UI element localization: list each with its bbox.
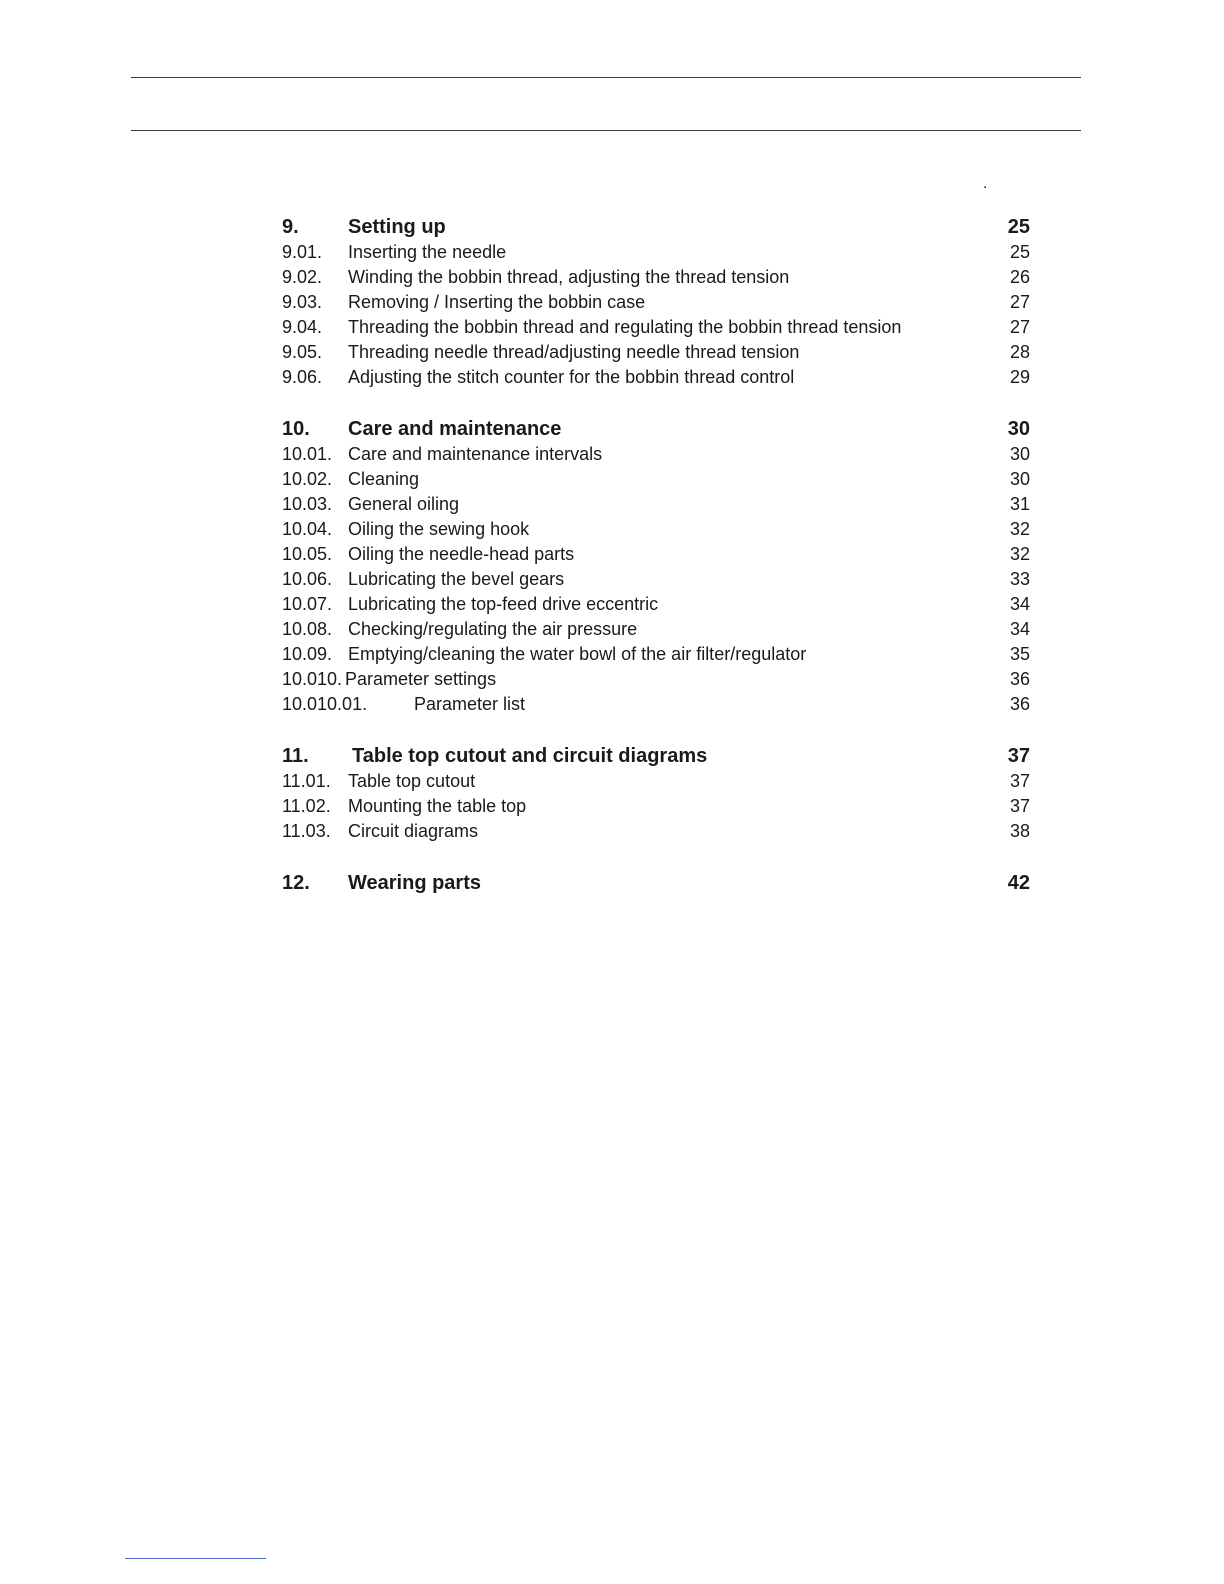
- toc-title: Lubricating the top-feed drive eccentric: [348, 594, 659, 614]
- toc-page: 26: [1009, 267, 1030, 287]
- toc-title: Oiling the needle-head parts: [348, 544, 575, 564]
- toc-page: 32: [1009, 544, 1030, 564]
- toc-entry[interactable]: [282, 667, 1030, 692]
- toc-page: 36: [1009, 694, 1030, 714]
- toc-title: Oiling the sewing hook: [348, 519, 530, 539]
- toc-number: 11.02.: [282, 796, 331, 816]
- toc-page: 35: [1009, 644, 1030, 664]
- toc-page: 25: [1009, 242, 1030, 262]
- toc-number: 10.06.: [282, 569, 333, 589]
- toc-entry[interactable]: [282, 692, 1030, 717]
- toc-title: Removing / Inserting the bobbin case: [348, 292, 646, 312]
- toc-number: 11.: [282, 745, 309, 767]
- toc-page: 28: [1009, 342, 1030, 362]
- toc-title: Cleaning: [348, 469, 420, 489]
- footnote-separator: [125, 1558, 266, 1559]
- toc-title: Parameter settings: [345, 669, 497, 689]
- toc-entry[interactable]: [282, 567, 1030, 592]
- toc-page: 36: [1009, 669, 1030, 689]
- toc-title: Checking/regulating the air pressure: [348, 619, 638, 639]
- toc-heading[interactable]: [282, 743, 1030, 769]
- toc-title: Threading needle thread/adjusting needle thread tension: [348, 342, 800, 362]
- toc-heading[interactable]: [282, 870, 1030, 896]
- toc-number: 9.01.: [282, 242, 323, 262]
- toc-title: Table top cutout: [348, 771, 476, 791]
- toc-page: 37: [1009, 771, 1030, 791]
- toc-entry[interactable]: [282, 769, 1030, 794]
- toc-entry[interactable]: [282, 290, 1030, 315]
- toc-number: 11.03.: [282, 821, 331, 841]
- toc-title: Inserting the needle: [348, 242, 507, 262]
- toc-page: 37: [1009, 796, 1030, 816]
- toc-title: Lubricating the bevel gears: [348, 569, 565, 589]
- toc-page: 34: [1009, 594, 1030, 614]
- toc-entry[interactable]: [282, 794, 1030, 819]
- toc-entry[interactable]: [282, 240, 1030, 265]
- toc-page: 33: [1009, 569, 1030, 589]
- table-of-contents: [282, 214, 1030, 896]
- toc-number: 10.08.: [282, 619, 333, 639]
- toc-number: 10.010.: [282, 669, 343, 689]
- toc-number: 12.: [282, 872, 310, 894]
- toc-number: 9.03.: [282, 292, 323, 312]
- toc-number: 9.05.: [282, 342, 323, 362]
- toc-title: Parameter list: [414, 694, 526, 714]
- toc-section-12: [282, 870, 1030, 896]
- toc-entry[interactable]: [282, 442, 1030, 467]
- toc-title: Winding the bobbin thread, adjusting the thread tension: [348, 267, 790, 287]
- toc-title: Care and maintenance intervals: [348, 444, 603, 464]
- toc-title: Mounting the table top: [348, 796, 527, 816]
- toc-number: 9.: [282, 216, 299, 238]
- header-top-rule: [131, 77, 1081, 78]
- toc-number: 10.04.: [282, 519, 333, 539]
- toc-page: 25: [1007, 216, 1030, 238]
- toc-title: Threading the bobbin thread and regulating the bobbin thread tension: [348, 317, 902, 337]
- toc-page: 42: [1007, 872, 1030, 894]
- toc-title: Circuit diagrams: [348, 821, 479, 841]
- toc-heading[interactable]: [282, 416, 1030, 442]
- toc-title: Care and maintenance: [348, 418, 562, 440]
- toc-section-11: [282, 743, 1030, 844]
- toc-number: 11.01.: [282, 771, 331, 791]
- toc-page: 30: [1009, 469, 1030, 489]
- toc-number: 9.06.: [282, 367, 323, 387]
- header-mark: .: [983, 175, 988, 192]
- toc-title: Table top cutout and circuit diagrams: [352, 745, 708, 767]
- toc-page: 32: [1009, 519, 1030, 539]
- toc-heading[interactable]: [282, 214, 1030, 240]
- toc-title: Setting up: [348, 216, 446, 238]
- toc-number: 10.: [282, 418, 310, 440]
- toc-number: 10.05.: [282, 544, 333, 564]
- toc-number: 10.02.: [282, 469, 333, 489]
- toc-page: 34: [1009, 619, 1030, 639]
- toc-number: 10.010.01.: [282, 694, 368, 714]
- toc-section-9: [282, 214, 1030, 390]
- toc-entry[interactable]: [282, 340, 1030, 365]
- toc-section-10: [282, 416, 1030, 717]
- toc-title: Emptying/cleaning the water bowl of the air filter/regulator: [348, 644, 807, 664]
- toc-page: 30: [1009, 444, 1030, 464]
- toc-page: 29: [1009, 367, 1030, 387]
- toc-entry[interactable]: [282, 517, 1030, 542]
- toc-page: 38: [1009, 821, 1030, 841]
- toc-title: Wearing parts: [348, 872, 481, 894]
- toc-entry[interactable]: [282, 492, 1030, 517]
- toc-page: 37: [1007, 745, 1030, 767]
- toc-number: 10.03.: [282, 494, 333, 514]
- toc-title: General oiling: [348, 494, 460, 514]
- toc-entry[interactable]: [282, 819, 1030, 844]
- toc-page: 27: [1009, 292, 1030, 312]
- toc-entry[interactable]: [282, 265, 1030, 290]
- toc-number: 10.09.: [282, 644, 333, 664]
- toc-entry[interactable]: [282, 642, 1030, 667]
- toc-number: 10.07.: [282, 594, 333, 614]
- toc-page: 31: [1009, 494, 1030, 514]
- toc-entry[interactable]: [282, 365, 1030, 390]
- toc-number: 9.04.: [282, 317, 323, 337]
- toc-number: 10.01.: [282, 444, 333, 464]
- toc-page: 30: [1007, 418, 1030, 440]
- toc-number: 9.02.: [282, 267, 323, 287]
- header-bottom-rule: [131, 130, 1081, 131]
- toc-title: Adjusting the stitch counter for the bobbin thread control: [348, 367, 795, 387]
- toc-entry[interactable]: [282, 617, 1030, 642]
- toc-entry[interactable]: [282, 592, 1030, 617]
- toc-entry[interactable]: [282, 315, 1030, 340]
- toc-entry[interactable]: [282, 542, 1030, 567]
- toc-entry[interactable]: [282, 467, 1030, 492]
- toc-page: 27: [1009, 317, 1030, 337]
